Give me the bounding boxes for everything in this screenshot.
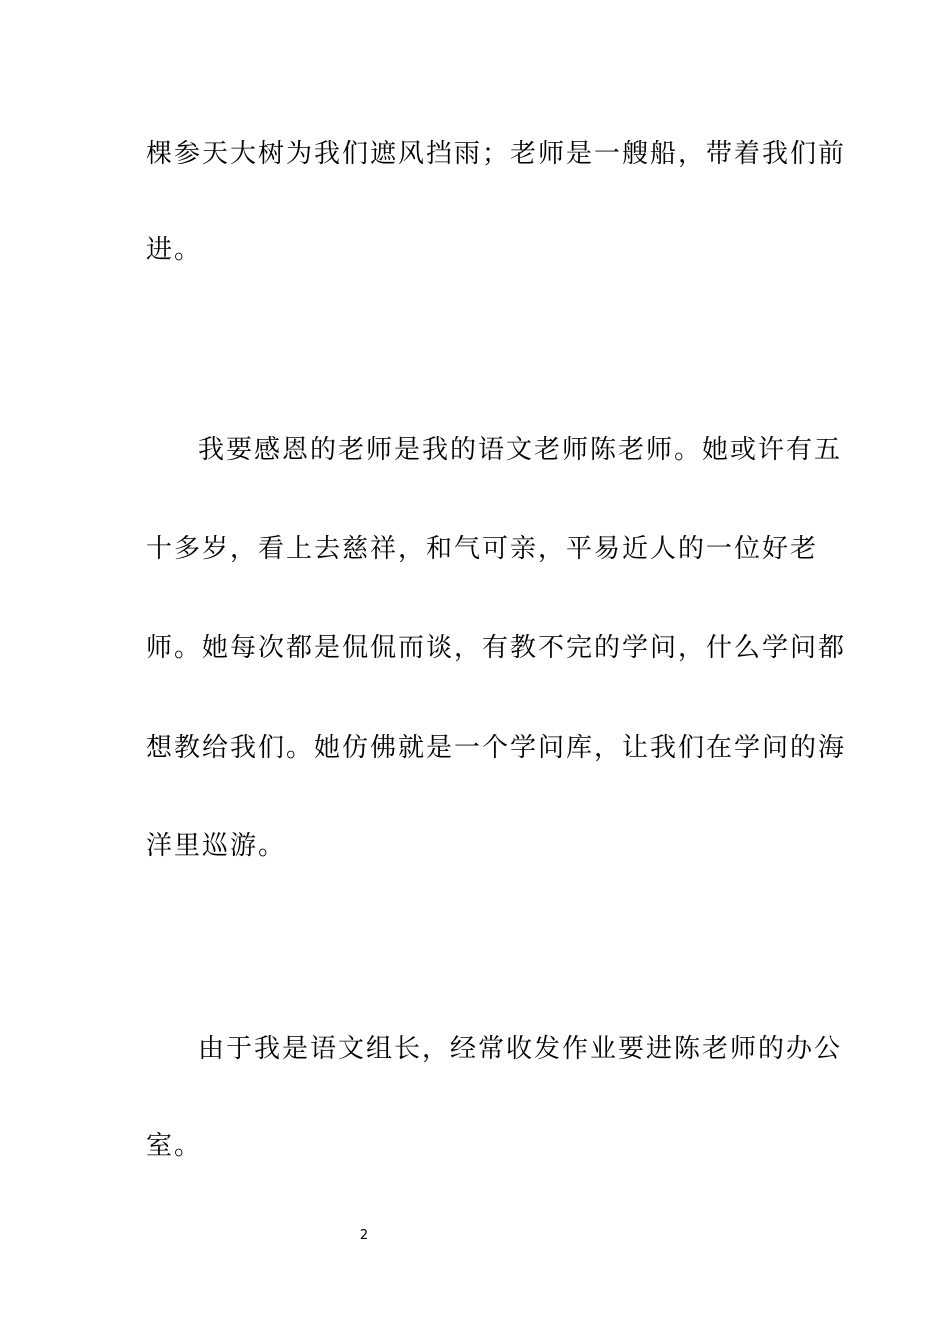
paragraph-2-line-4: 想教给我们。她仿佛就是一个学问库，让我们在学问的海 xyxy=(146,733,847,763)
paragraph-2-line-1: 我要感恩的老师是我的语文老师陈老师。她或许有五 xyxy=(198,435,843,465)
paragraph-3-line-2: 室。 xyxy=(146,1131,203,1161)
paragraph-2-line-3: 师。她每次都是侃侃而谈，有教不完的学问，什么学问都 xyxy=(146,633,847,663)
paragraph-2-line-5: 洋里巡游。 xyxy=(146,831,287,861)
paragraph-3-line-1: 由于我是语文组长，经常收发作业要进陈老师的办公 xyxy=(198,1034,843,1064)
paragraph-1-line-2: 进。 xyxy=(146,235,203,265)
page-number: 2 xyxy=(359,1228,369,1243)
paragraph-1-line-1: 棵参天大树为我们遮风挡雨；老师是一艘船，带着我们前 xyxy=(146,139,847,169)
paragraph-2-line-2: 十多岁，看上去慈祥，和气可亲，平易近人的一位好老 xyxy=(146,534,819,564)
